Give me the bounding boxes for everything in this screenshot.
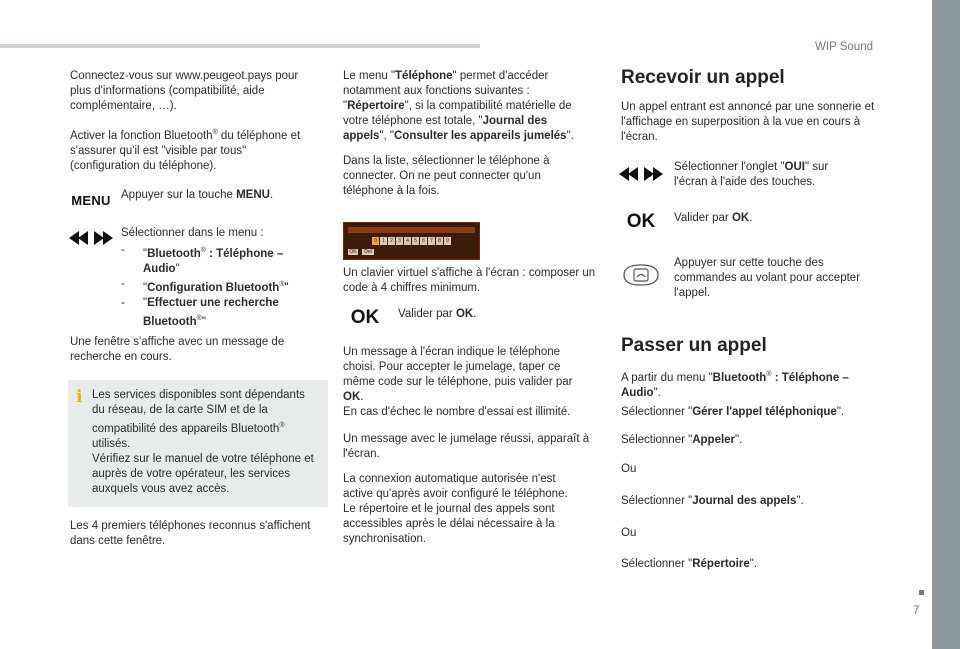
validate-ok-step: Valider par OK. — [398, 308, 477, 320]
pairing-success-paragraph: Un message avec le jumelage réussi, apparaît à l'écran. — [343, 433, 590, 460]
menu-path-list — [121, 243, 311, 329]
search-window-paragraph: Une fenêtre s'affiche avec un message de recherche en cours. — [70, 336, 285, 363]
screen-ok-button: OK — [349, 249, 357, 255]
keypad-key: 0 — [372, 237, 379, 245]
keypad-key: 4 — [404, 237, 411, 245]
or-text: Ou — [621, 463, 637, 475]
select-manage-call: Sélectionner "Gérer l'appel téléphonique". — [621, 406, 845, 418]
page-number: 7 — [913, 605, 920, 617]
activate-bluetooth-paragraph: Activer la fonction Bluetooth® du téléphone et s'assurer qu'il est "visible par tous" (configuration du téléphone). — [70, 129, 301, 172]
keypad-screen-image — [343, 222, 480, 260]
info-text: Les services disponibles sont dépendants du réseau, de la carte SIM et de la compatibilité des appareils Bluetooth® utilisés. Vérifiez sur le manuel de votre téléphone et auprès de votre opérateur, les services auxquels vous avez accès. — [92, 389, 314, 495]
keypad-key: 7 — [428, 237, 435, 245]
select-yes-tab-step: Sélectionner l'onglet "OUI" sur l'écran à l'aide des touches. — [674, 161, 829, 188]
keypad-key: 3 — [396, 237, 403, 245]
end-marker — [919, 590, 924, 595]
keypad-key: 1 — [380, 237, 387, 245]
telephone-menu-paragraph: Le menu "Téléphone" permet d'accéder notamment aux fonctions suivantes : "Répertoire", si la compatibilité matérielle de votre téléphone est totale, "Journal des appels", "Consulter les appareils jumelés". — [343, 70, 574, 142]
validate-ok-step: Valider par OK. — [674, 212, 753, 224]
screen-del-button: Del — [362, 249, 374, 255]
virtual-keypad — [372, 237, 451, 245]
keypad-key: 8 — [436, 237, 443, 245]
code-entry-field — [348, 227, 475, 233]
select-call: Sélectionner "Appeler". — [621, 434, 743, 446]
pairing-message-paragraph: Un message à l'écran indique le téléphone choisi. Pour accepter le jumelage, taper ce même code sur le téléphone, puis valider par OK. En cas d'échec le nombre d'essai est illimité. — [343, 346, 573, 418]
info-icon: i — [76, 387, 83, 407]
from-menu-paragraph: A partir du menu "Bluetooth® : Téléphone – Audio". — [621, 371, 849, 399]
press-menu-step: Appuyer sur la touche MENU. — [121, 189, 274, 201]
intro-paragraph: Connectez-vous sur www.peugeot.pays pour plus d'informations (compatibilité, aide complémentaire, …). — [70, 70, 299, 112]
select-call-log: Sélectionner "Journal des appels". — [621, 495, 804, 507]
receive-call-heading: Recevoir un appel — [621, 67, 785, 88]
menu-key-icon: MENU — [71, 193, 111, 208]
make-call-heading: Passer un appel — [621, 335, 767, 356]
auto-connection-paragraph: La connexion automatique autorisée n'est active qu'après avoir configuré le téléphone. Le répertoire et le journal des appels sont accessibles après le délai nécessaire à la synchronisation. — [343, 473, 568, 545]
ok-key-icon: OK — [350, 307, 380, 328]
steering-wheel-phone-button-icon — [618, 262, 664, 293]
or-text: Ou — [621, 527, 637, 539]
keypad-key: 5 — [412, 237, 419, 245]
ok-key-icon: OK — [626, 211, 656, 232]
menu-path-item: - "Configuration Bluetooth®" — [121, 277, 289, 294]
incoming-call-paragraph: Un appel entrant est annoncé par une sonnerie et l'affichage en superposition à la vue en cours à l'écran. — [621, 101, 875, 143]
keypad-key: 6 — [420, 237, 427, 245]
select-directory: Sélectionner "Répertoire". — [621, 558, 758, 570]
select-menu-step: Sélectionner dans le menu : - "Bluetooth® : Téléphone – Audio" - "Configuration Bluetooth®" - "Effectuer une recherche Bluetooth®" — [121, 226, 311, 329]
header-rule — [0, 44, 480, 48]
keypad-key: 9 — [444, 237, 451, 245]
menu-path-item: - "Effectuer une recherche Bluetooth®" — [121, 296, 279, 328]
first-phones-paragraph: Les 4 premiers téléphones reconnus s'affichent dans cette fenêtre. — [70, 520, 311, 547]
select-phone-paragraph: Dans la liste, sélectionner le téléphone à connecter. On ne peut connecter qu'un téléphone à la fois. — [343, 155, 550, 197]
accept-call-step: Appuyer sur cette touche des commandes au volant pour accepter l'appel. — [674, 257, 861, 299]
running-header: WIP Sound — [815, 41, 873, 53]
arrow-keys-icon — [68, 230, 114, 246]
keypad-key: 2 — [388, 237, 395, 245]
arrow-keys-icon — [618, 166, 664, 182]
info-box — [68, 380, 328, 507]
menu-path-item: - "Bluetooth® : Téléphone – Audio" — [121, 244, 284, 275]
virtual-keyboard-paragraph: Un clavier virtuel s'affiche à l'écran : composer un code à 4 chiffres minimum. — [343, 267, 596, 294]
page-edge-band — [932, 0, 960, 649]
